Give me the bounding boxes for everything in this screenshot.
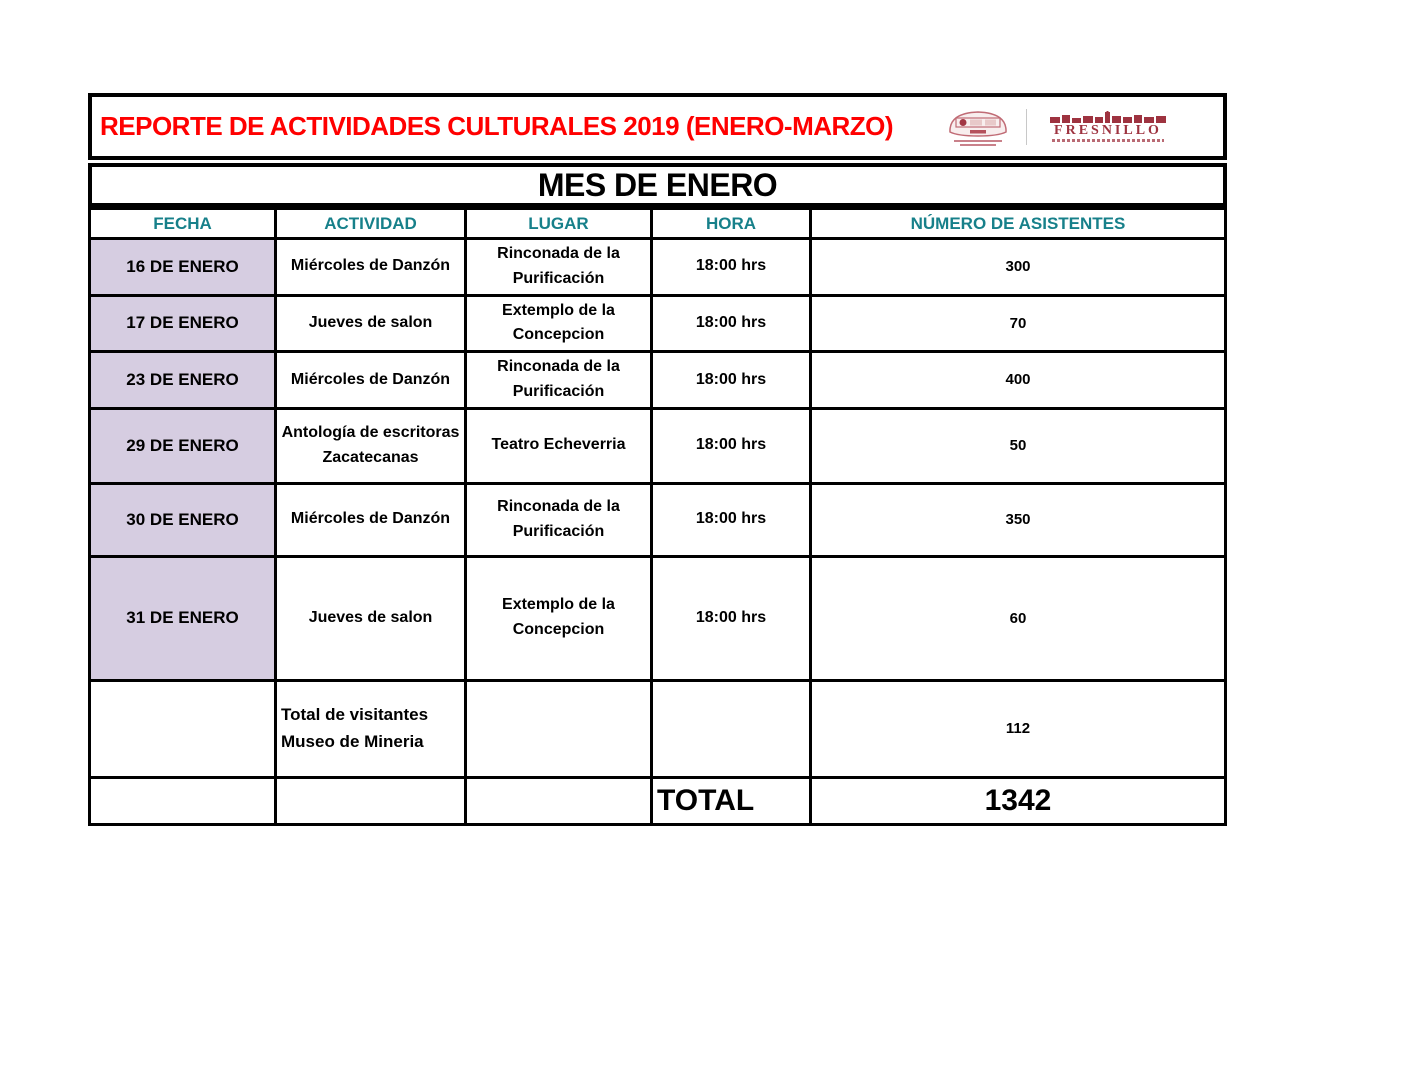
empty-cell — [466, 680, 652, 777]
column-header-lugar: LUGAR — [466, 209, 652, 239]
lugar-cell: Rinconada de la Purificación — [466, 352, 652, 409]
empty-cell — [90, 680, 276, 777]
hora-cell: 18:00 hrs — [652, 556, 811, 680]
empty-cell — [466, 777, 652, 824]
hora-cell: 18:00 hrs — [652, 408, 811, 483]
grand-total-value: 1342 — [811, 777, 1226, 824]
column-header-fecha: FECHA — [90, 209, 276, 239]
activity-cell: Antología de escritoras Zacatecanas — [276, 408, 466, 483]
museum-total-row — [90, 680, 1226, 777]
table-row — [90, 352, 1226, 409]
lugar-cell: Extemplo de la Concepcion — [466, 556, 652, 680]
asistentes-cell: 70 — [811, 295, 1226, 352]
date-cell: 30 DE ENERO — [90, 483, 276, 556]
museum-total-label-line2: Museo de Mineria — [281, 731, 424, 751]
date-cell: 17 DE ENERO — [90, 295, 276, 352]
asistentes-cell: 400 — [811, 352, 1226, 409]
table-row — [90, 408, 1226, 483]
activity-cell: Miércoles de Danzón — [276, 239, 466, 296]
column-header-actividad: ACTIVIDAD — [276, 209, 466, 239]
report-title: REPORTE DE ACTIVIDADES CULTURALES 2019 (ENERO-MARZO) — [100, 111, 894, 141]
hora-cell: 18:00 hrs — [652, 483, 811, 556]
asistentes-cell: 60 — [811, 556, 1226, 680]
activity-cell: Jueves de salon — [276, 556, 466, 680]
table-row — [90, 483, 1226, 556]
hora-cell: 18:00 hrs — [652, 239, 811, 296]
date-cell: 23 DE ENERO — [90, 352, 276, 409]
date-cell: 31 DE ENERO — [90, 556, 276, 680]
activity-cell: Jueves de salon — [276, 295, 466, 352]
activity-cell: Miércoles de Danzón — [276, 352, 466, 409]
empty-cell — [90, 777, 276, 824]
fresnillo-skyline-icon — [1048, 111, 1168, 124]
table-row — [90, 556, 1226, 680]
date-cell: 29 DE ENERO — [90, 408, 276, 483]
report-container — [88, 93, 1227, 826]
asistentes-cell: 350 — [811, 483, 1226, 556]
hora-cell: 18:00 hrs — [652, 295, 811, 352]
asistentes-cell: 50 — [811, 408, 1226, 483]
fresnillo-logo — [1043, 111, 1173, 143]
date-cell: 16 DE ENERO — [90, 239, 276, 296]
activity-cell: Miércoles de Danzón — [276, 483, 466, 556]
month-header-bar — [88, 163, 1227, 207]
lugar-cell: Rinconada de la Purificación — [466, 239, 652, 296]
month-title: MES DE ENERO — [537, 166, 778, 203]
museum-total-label — [276, 680, 466, 777]
lugar-cell: Rinconada de la Purificación — [466, 483, 652, 556]
activities-table — [88, 207, 1227, 826]
column-header-asistentes: NÚMERO DE ASISTENTES — [811, 209, 1226, 239]
grand-total-row — [90, 777, 1226, 824]
table-row — [90, 239, 1226, 296]
title-bar — [88, 93, 1227, 160]
asistentes-cell: 300 — [811, 239, 1226, 296]
museum-total-label-line1: Total de visitantes — [281, 705, 429, 725]
fresnillo-tagline — [1052, 139, 1164, 142]
museum-total-value: 112 — [811, 680, 1226, 777]
fresnillo-logo-text: FRESNILLO — [1054, 122, 1162, 138]
table-row — [90, 295, 1226, 352]
column-header-hora: HORA — [652, 209, 811, 239]
municipal-seal-icon — [946, 105, 1010, 149]
lugar-cell: Extemplo de la Concepcion — [466, 295, 652, 352]
lugar-cell: Teatro Echeverria — [466, 408, 652, 483]
header-row — [90, 209, 1226, 239]
hora-cell: 18:00 hrs — [652, 352, 811, 409]
logo-divider — [1026, 109, 1027, 145]
empty-cell — [276, 777, 466, 824]
logos-group — [946, 105, 1173, 149]
grand-total-label: TOTAL — [652, 777, 811, 824]
empty-cell — [652, 680, 811, 777]
